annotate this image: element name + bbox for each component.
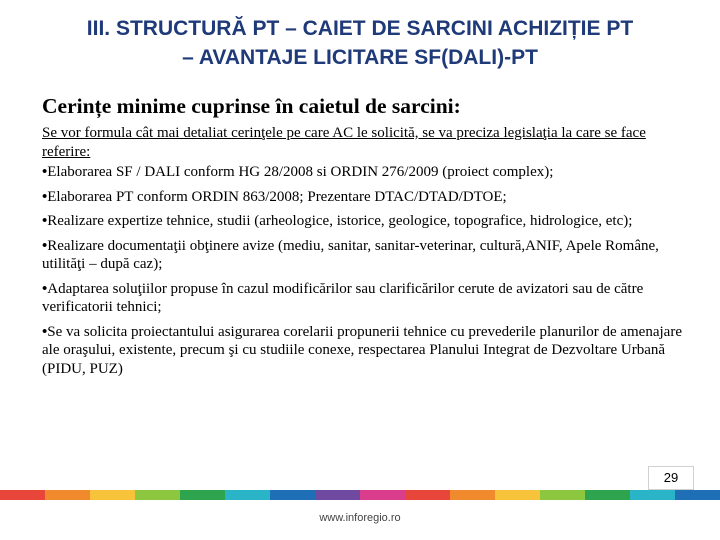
bullet-item [42, 237, 687, 274]
footer-color-segment [540, 490, 585, 500]
bullet-icon: • [42, 237, 48, 254]
slide-title-line-1: III. STRUCTURĂ PT – CAIET DE SARCINI ACHIZIȚIE PT [86, 17, 634, 40]
bullet-text: Se va solicita proiectantului asigurarea corelarii propunerii tehnice cu prevederile planurilor de amenajare ale oraşului, existente, precum şi cu studiile conexe, respectarea Planului Integrat de Dezvoltare Urbană (PIDU, PUZ) [42, 323, 682, 377]
footer-color-segment [360, 490, 405, 500]
footer-color-segment [0, 490, 45, 500]
slide-title-line-2: – AVANTAJE LICITARE SF(DALI)-PT [182, 46, 538, 69]
bullet-text: Realizare expertize tehnice, studii (arheologice, istorice, geologice, topografice, hidrologice, etc); [47, 213, 633, 229]
footer-color-segment [180, 490, 225, 500]
footer-color-segment [585, 490, 630, 500]
bullet-icon: • [42, 213, 48, 229]
bullet-text: Elaborarea PT conform ORDIN 863/2008; Prezentare DTAC/DTAD/DTOE; [47, 188, 507, 205]
footer-color-segment [405, 490, 450, 500]
footer-color-segment [450, 490, 495, 500]
bullet-item [42, 212, 687, 231]
bullet-icon: • [42, 280, 48, 297]
footer-color-segment [90, 490, 135, 500]
footer-color-segment [495, 490, 540, 500]
footer-color-segment [315, 490, 360, 500]
website-footer: www.inforegio.ro [319, 512, 401, 524]
slide-title [20, 14, 700, 72]
bullet-icon: • [42, 323, 48, 340]
bullet-item [42, 323, 687, 379]
page-number: 29 [648, 466, 694, 490]
bullet-text: Realizare documentaţii obţinere avize (mediu, sanitar, sanitar-veterinar, cultură,ANIF, Apele Române, utilităţi – după caz); [42, 237, 659, 272]
bullet-icon: • [42, 188, 48, 205]
footer-color-segment [225, 490, 270, 500]
footer-color-bar [0, 490, 720, 500]
bullet-item [42, 188, 687, 207]
slide-body [42, 94, 687, 384]
footer-color-segment [675, 490, 720, 500]
footer-color-segment [45, 490, 90, 500]
bullet-item [42, 163, 687, 182]
section-heading: Cerințe minime cuprinse în caietul de sarcini: [42, 94, 461, 118]
bullet-icon: • [42, 164, 48, 180]
footer-color-segment [270, 490, 315, 500]
footer-color-segment [630, 490, 675, 500]
bullet-item [42, 280, 687, 317]
bullet-text: Elaborarea SF / DALI conform HG 28/2008 si ORDIN 276/2009 (proiect complex); [47, 164, 554, 180]
intro-text: Se vor formula cât mai detaliat cerinţele pe care AC le solicită, se va preciza legislaţia la care se face referire: [42, 125, 646, 160]
bullet-text: Adaptarea soluţiilor propuse în cazul modificărilor sau clarificărilor cerute de avizatori sau de către verificatorii tehnici; [42, 280, 644, 315]
footer-color-segment [135, 490, 180, 500]
